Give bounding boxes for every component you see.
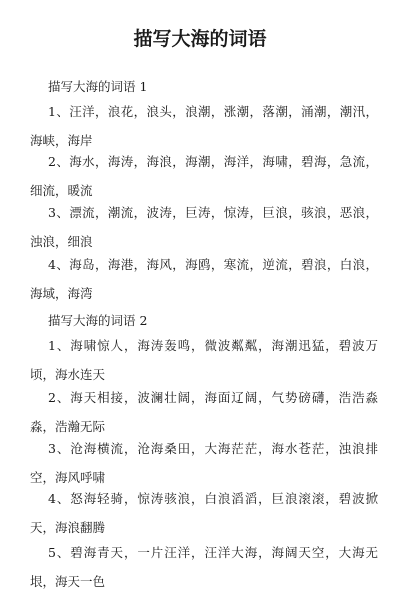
list-item: 3、漂流，潮流，波涛，巨涛，惊涛，巨浪，骇浪，恶浪，浊浪，细浪: [30, 205, 378, 249]
list-item: 2、海天相接，波澜壮阔，海面辽阔，气势磅礴，浩浩淼淼，浩瀚无际: [30, 390, 378, 434]
list-item: 4、怒海轻骑，惊涛骇浪，白浪滔滔，巨浪滚滚，碧波掀天，海浪翻腾: [30, 491, 378, 535]
section-heading-2: 描写大海的词语 2: [48, 313, 148, 328]
list-item: 4、海岛，海港，海风，海鸥，寒流，逆流，碧浪，白浪，海域，海湾: [30, 257, 378, 301]
list-item: 2、海水，海涛，海浪，海潮，海洋，海啸，碧海，急流，细流，暖流: [30, 154, 378, 198]
section-heading-1: 描写大海的词语 1: [48, 79, 148, 94]
list-item: 3、沧海横流，沧海桑田，大海茫茫，海水苍茫，浊浪排空，海风呼啸: [30, 441, 378, 485]
list-item: 5、碧海青天，一片汪洋，汪洋大海，海阔天空，大海无垠，海天一色: [30, 545, 378, 589]
document-title: 描写大海的词语: [133, 28, 267, 50]
list-item: 1、海啸惊人，海涛轰鸣，微波粼粼，海潮迅猛，碧波万顷，海水连天: [30, 338, 378, 382]
list-item: 1、汪洋，浪花，浪头，浪潮，涨潮，落潮，涌潮，潮汛，海峡，海岸: [30, 104, 378, 148]
